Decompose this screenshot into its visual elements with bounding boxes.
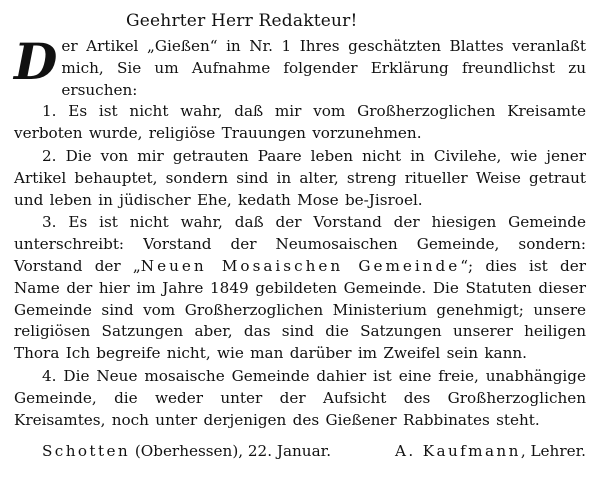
salutation: Geehrter Herr Redakteur!	[126, 11, 358, 31]
place-name: Schotten	[42, 442, 131, 461]
point-3-spaced-name: Neuen Mosaischen Gemeinde	[140, 256, 461, 275]
point-2: 2. Die von mir getrauten Paare leben nicht in Civilehe, wie jener Artikel behauptet, sondern sind in alter, streng ritueller Weise getraut und leben in jüdischer Ehe, kedath Mose be-Jisroel.	[14, 146, 586, 209]
drop-cap-initial: D	[14, 32, 58, 91]
intro-text: er Artikel „Gießen“ in Nr. 1 Ihres geschätzten Blattes veranlaßt mich, Sie um Aufnahme folgender Erklärung freundlichst zu ersuchen:	[61, 37, 586, 99]
point-4: 4. Die Neue mosaische Gemeinde dahier ist eine freie, unabhängige Gemeinde, die weder unter der Aufsicht des Großherzoglichen Kreisamtes, noch unter derjenigen des Gießener Rabbinates steht.	[14, 366, 586, 429]
signer-title: , Lehrer.	[520, 442, 586, 461]
signer	[395, 440, 586, 462]
point-1: 1. Es ist nicht wahr, daß mir vom Großherzoglichen Kreisamte verboten wurde, religiöse Trauungen vorzunehmen.	[14, 102, 586, 143]
place-date-rest: (Oberhessen), 22. Januar.	[130, 442, 332, 461]
signature-line	[14, 440, 586, 462]
point-3-text-b: “; dies ist der Name der hier im Jahre 1849 gebildeten Gemeinde. Die Statuten dieser Gemeinde sind vom Großherzoglichen Ministerium genehmigt; unsere religiösen Satzungen aber, das sind die Satzungen unserer heiligen Thora Ich begreife nicht, wie man darüber im Zweifel sein kann.	[14, 256, 587, 363]
intro-paragraph	[14, 32, 586, 101]
point-3-text-a: 3. Es ist nicht wahr, daß der Vorstand der hiesigen Gemeinde unterschreibt: Vorstand der Neumosaischen Gemeinde, sondern: Vorstand der „	[14, 213, 586, 275]
signer-name: A. Kaufmann	[394, 442, 521, 461]
place-date	[42, 440, 331, 462]
point-3	[14, 212, 586, 365]
